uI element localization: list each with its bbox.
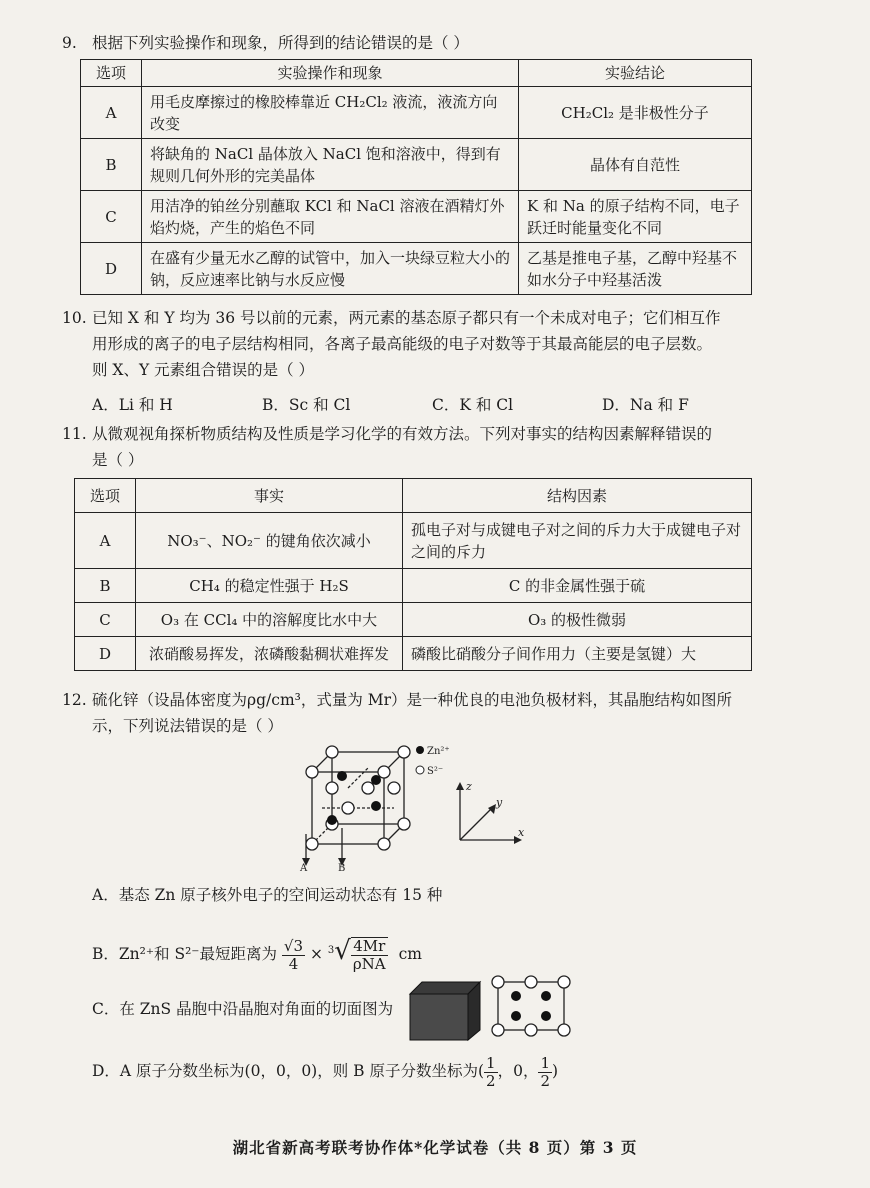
q12-option-d-frac1-num: 1 [486,1053,496,1072]
q10-option-b: B．Sc 和 Cl [262,396,351,414]
atom-label-a: A [300,863,308,872]
q12-option-b-fraction [282,938,305,973]
q9-stem [62,30,469,56]
q12-option-d-frac1 [484,1055,498,1090]
q10-options [0,393,870,419]
q12-option-b-unit: cm [398,945,422,963]
q10-option-d: D．Na 和 F [602,396,689,414]
q11-row-c-cause: O₃ 的极性微弱 [403,603,752,637]
q11-row-d-option: D [75,637,136,671]
q9-row-b-conclusion: 晶体有自范性 [519,139,752,191]
diagonal-plane-block-figure [406,980,486,1042]
q11-row-d-cause: 磷酸比硝酸分子间作用力（主要是氢键）大 [403,637,752,671]
q9-row-b-operation: 将缺角的 NaCl 晶体放入 NaCl 饱和溶液中，得到有规则几何外形的完美晶体 [142,139,519,191]
q11-row-b-cause: C 的非金属性强于硫 [403,569,752,603]
q12-option-d-frac1-den: 2 [486,1071,496,1090]
q9-header-conclusion: 实验结论 [519,60,752,87]
table-row [75,637,752,671]
q11-row-a-option: A [75,513,136,569]
q10-number: 10. [62,309,87,327]
axis-y-label: y [496,796,503,809]
atom-label-b: B [338,863,346,872]
q9-row-b-option: B [81,139,142,191]
q12-option-d-end: ) [552,1062,559,1080]
q12-option-b-prefix: B．Zn²⁺和 S²⁻最短距离为 [92,945,277,963]
q11-row-c-option: C [75,603,136,637]
legend-s: S²⁻ [427,766,444,777]
q9-row-c-option: C [81,191,142,243]
q11-row-d-fact: 浓硝酸易挥发，浓磷酸黏稠状难挥发 [136,637,403,671]
q11-line1: 从微观视角探析物质结构及性质是学习化学的有效方法。下列对事实的结构因素解释错误的 [92,425,713,443]
q9-row-c-operation: 用洁净的铂丝分别蘸取 KCl 和 NaCl 溶液在酒精灯外焰灼烧，产生的焰色不同 [142,191,519,243]
table-row [81,243,752,295]
q11-number: 11. [62,425,87,443]
q12-line2: 示，下列说法错误的是（ ） [92,717,283,735]
q11-line2: 是（ ） [92,451,144,469]
q12-option-b-root-num: 4Mr [351,938,388,956]
q9-row-a-conclusion: CH₂Cl₂ 是非极性分子 [519,87,752,139]
q12-option-b-four: 4 [288,954,299,973]
q9-row-a-option: A [81,87,142,139]
q12-option-a: A．基态 Zn 原子核外电子的空间运动状态有 15 种 [92,886,443,904]
q12-option-b-sqrt3: √3 [283,936,304,955]
q12-number: 12. [62,691,87,709]
q9-header-operation: 实验操作和现象 [142,60,519,87]
q9-row-d-option: D [81,243,142,295]
table-row [81,191,752,243]
q12-option-d-frac2 [538,1055,552,1090]
table-row [81,87,752,139]
axes-figure [450,778,530,848]
q9-number: 9. [62,34,77,52]
q12-option-d-mid: ，0， [497,1062,539,1080]
legend-zn: Zn²⁺ [427,746,450,757]
q9-row-d-operation: 在盛有少量无水乙醇的试管中，加入一块绿豆粒大小的钠，反应速率比钠与水反应慢 [142,243,519,295]
q12-option-b-root [351,937,388,973]
q9-table [80,59,752,295]
q11-stem [62,421,852,473]
page-footer: 湖北省新高考联考协作体*化学试卷（共 8 页）第 3 页 [232,1138,638,1157]
q12-option-d [92,1046,558,1096]
q12-option-d-frac2-den: 2 [540,1071,550,1090]
q11-header-cause: 结构因素 [403,479,752,513]
q10-line1: 已知 X 和 Y 均为 36 号以前的元素，两元素的基态原子都只有一个未成对电子；它们相互作 [92,309,721,327]
cross-section-figure [488,974,574,1038]
q10-option-a: A．Li 和 H [92,396,173,414]
q12-option-b: B．Zn²⁺和 S²⁻最短距离为 $\frac{√3}{4}$ × $^3$√ $\frac{4Mr}{\text{ρNA}}$ cm [92,936,422,973]
q9-row-c-conclusion: K 和 Na 的原子结构不同，电子跃迁时能量变化不同 [519,191,752,243]
q10-stem [62,305,852,383]
q11-row-b-fact: CH₄ 的稳定性强于 H₂S [136,569,403,603]
q12-option-b-root-den: ρNA [352,955,386,973]
q10-line3: 则 X、Y 元素组合错误的是（ ） [92,361,315,379]
q9-text: 根据下列实验操作和现象，所得到的结论错误的是（ ） [92,34,469,52]
q12-option-d-prefix: D．A 原子分数坐标为(0，0，0)，则 B 原子分数坐标为( [92,1062,485,1080]
q9-header-option: 选项 [81,60,142,87]
q11-row-c-fact: O₃ 在 CCl₄ 中的溶解度比水中大 [136,603,403,637]
table-row [75,513,752,569]
table-row [75,569,752,603]
q11-row-a-fact: NO₃⁻、NO₂⁻ 的键角依次减小 [136,513,403,569]
q9-row-d-conclusion: 乙基是推电子基，乙醇中羟基不如水分子中羟基活泼 [519,243,752,295]
table-row [81,139,752,191]
q9-row-a-operation: 用毛皮摩擦过的橡胶棒靠近 CH₂Cl₂ 液流，液流方向改变 [142,87,519,139]
q11-table [74,478,752,671]
q12-option-d-frac2-num: 1 [540,1053,550,1072]
q11-header-option: 选项 [75,479,136,513]
q12-option-c: C．在 ZnS 晶胞中沿晶胞对角面的切面图为 [92,1000,394,1018]
q10-line2: 用形成的离子的电子层结构相同，各离子最高能级的电子对数等于其最高能层的电子层数。 [92,335,713,353]
q12-line1: 硫化锌（设晶体密度为ρg/cm³，式量为 Mr）是一种优良的电池负极材料，其晶胞结构如图所 [92,691,733,709]
table-row [75,603,752,637]
axis-z-label: z [466,780,472,793]
q11-row-b-option: B [75,569,136,603]
q10-option-c: C．K 和 Cl [432,396,514,414]
q12-stem [62,687,852,739]
q11-header-fact: 事实 [136,479,403,513]
axis-x-label: x [518,826,525,839]
q11-row-a-cause: 孤电子对与成键电子对之间的斥力大于成键电子对之间的斥力 [403,513,752,569]
